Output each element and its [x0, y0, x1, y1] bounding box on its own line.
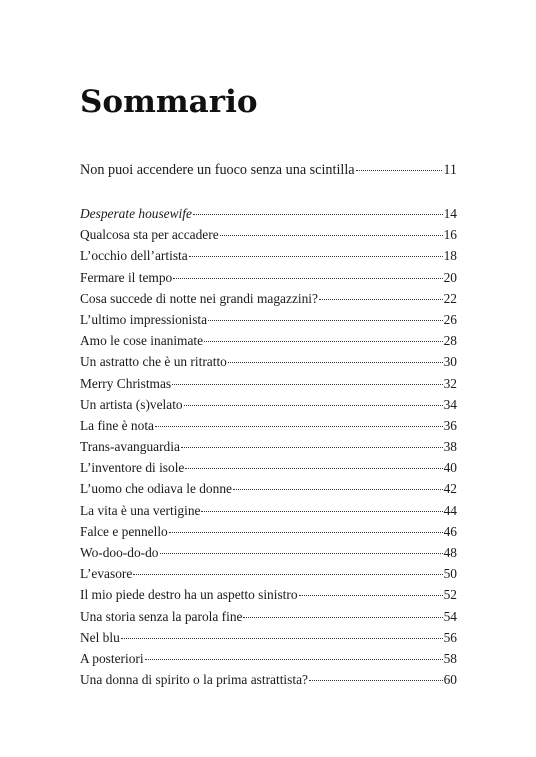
dot-leader [173, 278, 442, 279]
toc-entry-page: 22 [443, 290, 457, 306]
dot-leader [204, 341, 443, 342]
toc-entry-page: 26 [443, 311, 457, 327]
toc-entry-label: Un astratto che è un ritratto [80, 354, 227, 370]
toc-entry-label: L’evasore [80, 566, 133, 582]
toc-entry [80, 436, 457, 457]
toc-entry [80, 606, 457, 627]
dot-leader [208, 320, 443, 321]
dot-leader [169, 532, 443, 533]
dot-leader [145, 659, 443, 660]
toc-entry-page: 52 [443, 587, 457, 603]
toc-entry-label: Il mio piede destro ha un aspetto sinistro [80, 587, 298, 603]
dot-leader [228, 362, 443, 363]
toc-entry-label: L’uomo che odiava le donne [80, 481, 232, 497]
toc-entry-page: 40 [443, 460, 457, 476]
toc-entry-page: 46 [443, 523, 457, 539]
toc-entry [80, 415, 457, 436]
toc-entry-label: La fine è nota [80, 417, 154, 433]
toc-entry-label: Fermare il tempo [80, 269, 173, 285]
toc-entry-page: 36 [443, 417, 457, 433]
toc-entry [80, 563, 457, 584]
dot-leader [160, 553, 443, 554]
toc-entry [80, 669, 457, 690]
toc-entry [80, 267, 457, 288]
toc-entry-page: 18 [443, 248, 457, 264]
page-title: Sommario [80, 83, 258, 120]
dot-leader [133, 574, 442, 575]
dot-leader [155, 426, 443, 427]
dot-leader [189, 256, 443, 257]
toc-entry-label: Falce e pennello [80, 523, 168, 539]
toc-entry-page: 44 [443, 502, 457, 518]
toc-entry [80, 309, 457, 330]
toc-entry-label: Qualcosa sta per accadere [80, 227, 219, 243]
toc-entry [80, 373, 457, 394]
toc-entry [80, 500, 457, 521]
toc-entry-label: Merry Christmas [80, 375, 172, 391]
toc-entry [80, 224, 457, 245]
toc-first-section [80, 160, 457, 181]
toc-entry-page: 54 [443, 608, 457, 624]
dot-leader [233, 489, 443, 490]
toc-entry-label: Non puoi accendere un fuoco senza una scintilla [80, 162, 355, 178]
toc-entry-page: 32 [443, 375, 457, 391]
toc-entry-page: 38 [443, 439, 457, 455]
toc-entry-page: 34 [443, 396, 457, 412]
toc-entry [80, 288, 457, 309]
dot-leader [181, 447, 443, 448]
dot-leader [220, 235, 443, 236]
toc-entry-page: 28 [443, 333, 457, 349]
toc-entry-label: La vita è una vertigine [80, 502, 201, 518]
toc-entry-label: L’ultimo impressionista [80, 311, 208, 327]
toc-entry-page: 60 [443, 672, 457, 688]
toc-entry-label: Nel blu [80, 629, 120, 645]
dot-leader [201, 511, 442, 512]
toc-entry-page: 58 [443, 650, 457, 666]
toc-entry [80, 457, 457, 478]
toc-entry [80, 351, 457, 372]
toc-entry [80, 245, 457, 266]
toc-entry-label: L’inventore di isole [80, 460, 185, 476]
toc-entry-label: Desperate housewife [80, 206, 192, 221]
toc-entry [80, 584, 457, 605]
dot-leader [184, 405, 443, 406]
toc-entry-page: 14 [443, 206, 457, 221]
toc-entry-label: Un artista (s)velato [80, 396, 183, 412]
toc-entry-label: L’occhio dell’artista [80, 248, 188, 264]
toc-entry [80, 627, 457, 648]
toc-entry [80, 542, 457, 563]
toc-list [80, 203, 457, 690]
dot-leader [309, 680, 443, 681]
dot-leader [121, 638, 443, 639]
dot-leader [243, 617, 442, 618]
dot-leader [185, 468, 442, 469]
toc-entry-label: Una donna di spirito o la prima astrattista? [80, 672, 308, 688]
dot-leader [193, 214, 443, 215]
toc-entry-page: 30 [443, 354, 457, 370]
toc-entry-page: 48 [443, 545, 457, 560]
dot-leader [356, 170, 443, 171]
toc-entry-page: 16 [443, 227, 457, 243]
toc-entry-label: A posteriori [80, 650, 144, 666]
toc-entry [80, 521, 457, 542]
toc-entry-label: Cosa succede di notte nei grandi magazzini? [80, 290, 318, 306]
dot-leader [319, 299, 443, 300]
toc-entry [80, 648, 457, 669]
dot-leader [172, 384, 442, 385]
toc-entry [80, 160, 457, 181]
toc-entry-label: Amo le cose inanimate [80, 333, 204, 349]
toc-entry [80, 203, 457, 224]
toc-entry [80, 394, 457, 415]
toc-entry-label: Una storia senza la parola fine [80, 608, 243, 624]
toc-entry [80, 330, 457, 351]
toc-entry-page: 20 [443, 269, 457, 285]
toc-entry [80, 478, 457, 499]
toc-entry-label: Trans-avanguardia [80, 439, 180, 455]
toc-entry-page: 11 [443, 162, 457, 178]
toc-entry-page: 42 [443, 481, 457, 497]
toc-entry-page: 50 [443, 566, 457, 582]
dot-leader [299, 595, 443, 596]
toc-entry-label: Wo-doo-do-do [80, 545, 159, 560]
toc-entry-page: 56 [443, 629, 457, 645]
